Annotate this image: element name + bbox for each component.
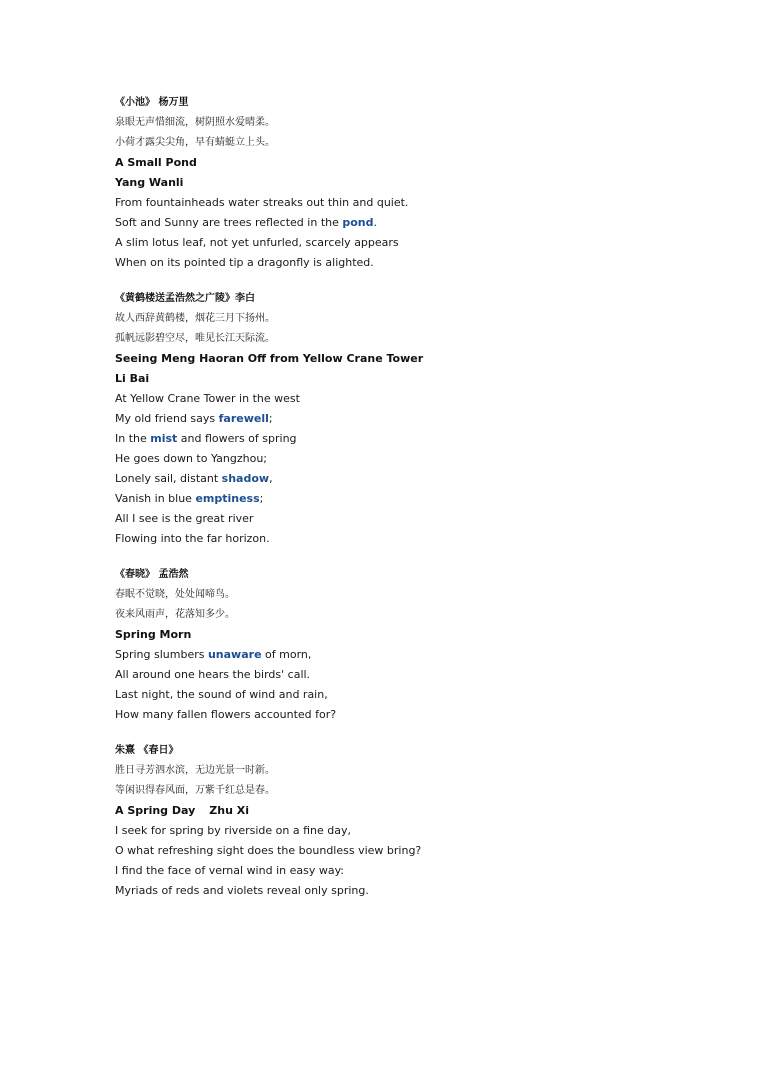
highlighted-word: shadow (221, 472, 270, 485)
poem-spring-day (115, 741, 735, 901)
poem-english-title: Spring Morn (115, 628, 192, 641)
poem-english-line: From fountainheads water streaks out thin and quiet. (115, 196, 409, 209)
poem-english-author: Zhu Xi (209, 804, 249, 817)
highlighted-word: pond (342, 216, 374, 229)
poem-english-line: Flowing into the far horizon. (115, 532, 270, 545)
poem-english-line: Soft and Sunny are trees reflected in the pond. (115, 216, 378, 229)
poem-english-line: In the mist and flowers of spring (115, 432, 297, 445)
poem-chinese-title: 《小池》 杨万里 (115, 97, 189, 108)
poem-english-title: A Spring Day (115, 804, 196, 817)
poem-english-line: All I see is the great river (115, 512, 254, 525)
poem-english-line: He goes down to Yangzhou; (115, 452, 268, 465)
poem-english-line: Spring slumbers unaware of morn, (115, 648, 312, 661)
poem-english-line: My old friend says farewell; (115, 412, 273, 425)
poem-english-title: A Small Pond (115, 156, 197, 169)
poem-english-line: How many fallen flowers accounted for? (115, 708, 337, 721)
poem-english-line: Vanish in blue emptiness; (115, 492, 264, 505)
poem-chinese-line: 故人西辞黄鹤楼，烟花三月下扬州。 (115, 313, 275, 324)
poem-chinese-line: 小荷才露尖尖角，早有蜻蜓立上头。 (115, 137, 275, 148)
poem-english-line: When on its pointed tip a dragonfly is alighted. (115, 256, 374, 269)
poem-english-title: Seeing Meng Haoran Off from Yellow Crane Tower (115, 352, 424, 365)
poem-english-author: Yang Wanli (115, 176, 184, 189)
poem-english-line: Last night, the sound of wind and rain, (115, 688, 328, 701)
poem-english-line: All around one hears the birds' call. (115, 668, 311, 681)
poem-english-line: A slim lotus leaf, not yet unfurled, scarcely appears (115, 236, 399, 249)
poem-english-line: Myriads of reds and violets reveal only spring. (115, 884, 369, 897)
highlighted-word: farewell (218, 412, 269, 425)
poem-english-title-with-author (115, 801, 735, 821)
highlighted-word: mist (150, 432, 178, 445)
poem-chinese-line: 夜来风雨声，花落知多少。 (115, 609, 235, 620)
poem-english-line: I find the face of vernal wind in easy way: (115, 864, 344, 877)
poem-chinese-line: 泉眼无声惜细流，树阴照水爱晴柔。 (115, 117, 275, 128)
document-page (115, 93, 735, 917)
poem-english-line: At Yellow Crane Tower in the west (115, 392, 300, 405)
poem-chinese-title: 《黄鹤楼送孟浩然之广陵》李白 (115, 293, 255, 304)
poem-chinese-line: 春眠不觉晓，处处闻啼鸟。 (115, 589, 235, 600)
poem-chinese-line: 孤帆远影碧空尽，唯见长江天际流。 (115, 333, 275, 344)
poem-english-line: Lonely sail, distant shadow, (115, 472, 273, 485)
poem-small-pond (115, 93, 735, 273)
poem-yellow-crane-tower (115, 289, 735, 549)
poem-chinese-title: 朱熹 《春日》 (115, 745, 179, 756)
highlighted-word: unaware (207, 648, 262, 661)
poem-chinese-line: 胜日寻芳泗水滨，无边光景一时新。 (115, 765, 275, 776)
poem-english-line: I seek for spring by riverside on a fine day, (115, 824, 351, 837)
poem-chinese-line: 等闲识得春风面，万紫千红总是春。 (115, 785, 275, 796)
poem-english-author: Li Bai (115, 372, 150, 385)
highlighted-word: emptiness (195, 492, 260, 505)
poem-spring-morn (115, 565, 735, 725)
poem-chinese-title: 《春晓》 孟浩然 (115, 569, 189, 580)
poem-english-line: O what refreshing sight does the boundless view bring? (115, 844, 422, 857)
